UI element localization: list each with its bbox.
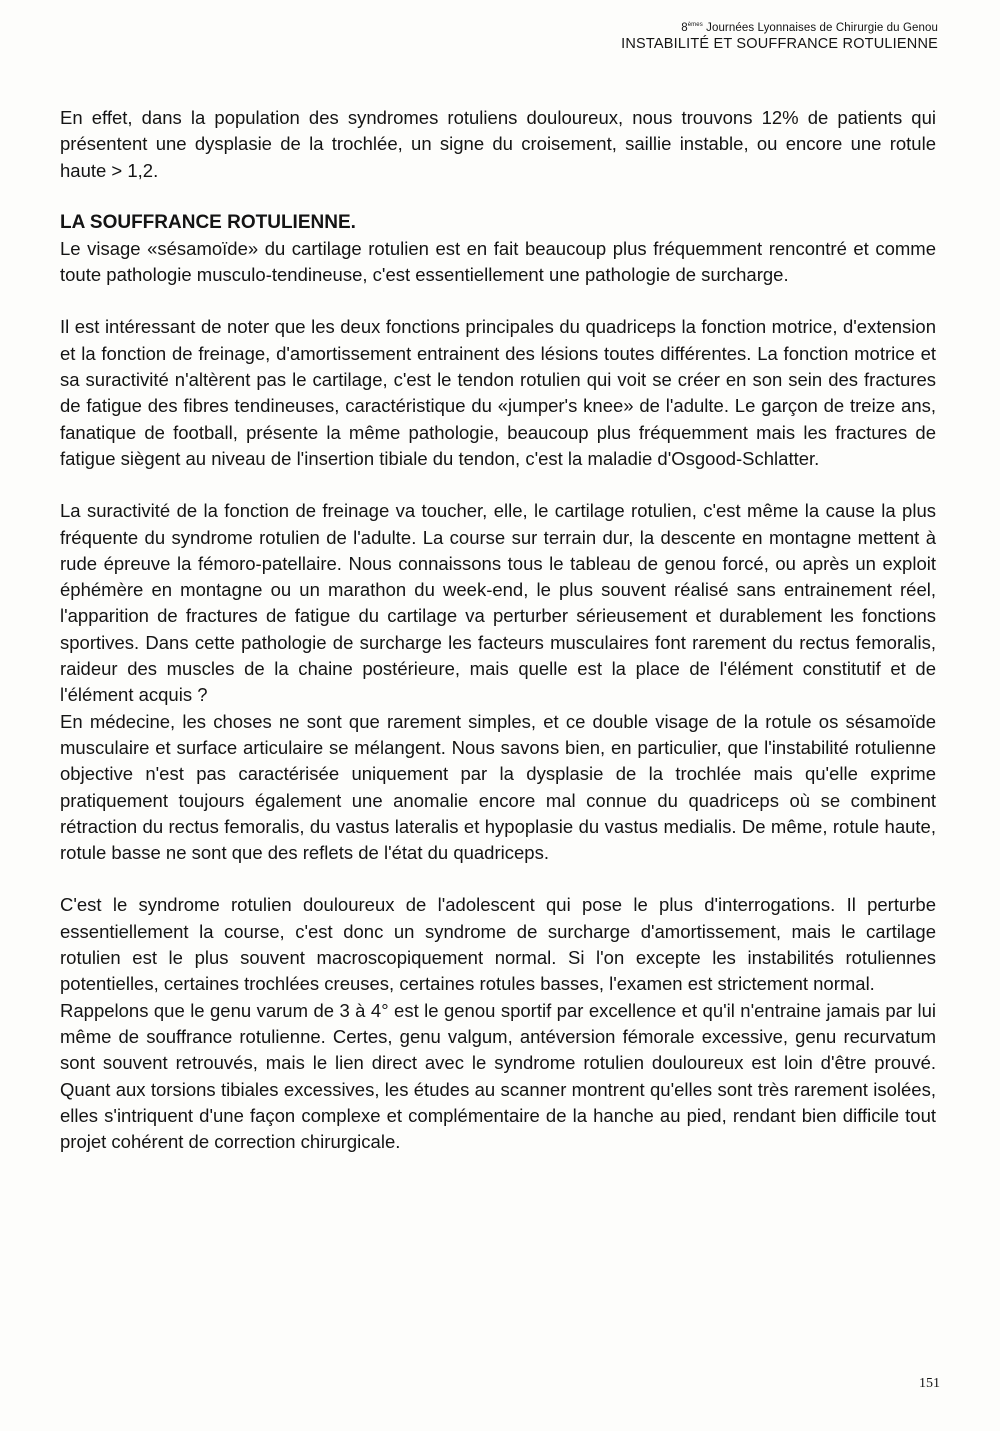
paragraph-spacer [60, 288, 936, 314]
conference-ordinal: 8 [681, 22, 688, 34]
paragraph-5: En médecine, les choses ne sont que rarement simples, et ce double visage de la rotule os sésamoïde musculaire et surface articulaire se mélangent. Nous savons bien, en particulier, que l'instabilité rotulienne objective n'est pas caractérisée uniquement par la dysplasie de la trochlée mais qu'elle exprime pratiquement toujours également une anomalie encore mal connue du quadriceps où se combinent rétraction du rectus femoralis, du vastus lateralis et hypoplasie du vastus medialis. De même, rotule haute, rotule basse ne sont que des reflets de l'état du quadriceps. [60, 710, 936, 864]
paragraph-1: En effet, dans la population des syndromes rotuliens douloureux, nous trouvons 12% de patients qui présentent une dysplasie de la trochlée, un signe du croisement, saillie instable, ou encore une rotule haute > 1,2. [60, 107, 936, 181]
paragraph-7: Rappelons que le genu varum de 3 à 4° est le genou sportif par excellence et qu'il n'entraine jamais par lui même de souffrance rotulienne. Certes, genu valgum, antéversion fémorale excessive, genu recurvatum sont souvent retrouvés, mais le lien direct avec le syndrome rotulien douloureux est loin d'être prouvé. Quant aux torsions tibiales excessives, les études au scanner montrent qu'elles sont très rarement isolées, elles s'intriquent d'une façon complexe et complémentaire de la hanche au pied, rendant bien difficile tout projet cohérent de correction chirurgicale. [60, 999, 936, 1153]
page-number: 151 [919, 1376, 940, 1391]
paragraph-spacer [60, 472, 936, 498]
section-heading: LA SOUFFRANCE ROTULIENNE. [60, 211, 356, 233]
paragraph-2: Le visage «sésamoïde» du cartilage rotulien est en fait beaucoup plus fréquemment rencontré et comme toute pathologie musculo-tendineuse, c'est essentiellement une pathologie de surcharge. [60, 237, 936, 286]
paragraph-4: La suractivité de la fonction de freinage va toucher, elle, le cartilage rotulien, c'est même la cause la plus fréquente du syndrome rotulien de l'adulte. La course sur terrain dur, la descente en montagne mettent à rude épreuve la fémoro-patellaire. Nous connaissons tous le tableau de genou forcé, ou après un exploit éphémère en montagne ou un marathon du week-end, le plus souvent réalisé sans entrainement réel, l'apparition de fractures de fatigue du cartilage va perturber sérieusement et durablement les fonctions sportives. Dans cette pathologie de surcharge les facteurs musculaires font rarement du rectus femoralis, raideur des muscles de la chaine postérieure, mais quelle est la place de l'élément constitutif et de l'élément acquis ? [60, 500, 936, 706]
chapter-title: INSTABILITÉ ET SOUFFRANCE ROTULIENNE [621, 35, 938, 52]
conference-name: Journées Lyonnaises de Chirurgie du Genou [706, 22, 938, 34]
conference-ordinal-suffix: èmes [687, 22, 703, 29]
paragraph-spacer [60, 866, 936, 892]
paragraph-spacer [60, 184, 936, 210]
running-header [621, 22, 938, 53]
body-text [60, 105, 936, 1155]
paragraph-3: Il est intéressant de noter que les deux fonctions principales du quadriceps la fonction motrice, d'extension et la fonction de freinage, d'amortissement entrainent des lésions toutes différentes. La fonction motrice et sa suractivité n'altèrent pas le cartilage, c'est le tendon rotulien qui voit se créer en son sein des fractures de fatigue des fibres tendineuses, caractéristique du «jumper's knee» de l'adulte. Le garçon de treize ans, fanatique de football, présente la même pathologie, beaucoup plus fréquemment mais les fractures de fatigue siègent au niveau de l'insertion tibiale du tendon, c'est la maladie d'Osgood-Schlatter. [60, 316, 936, 469]
paragraph-6: C'est le syndrome rotulien douloureux de l'adolescent qui pose le plus d'interrogations. Il perturbe essentiellement la course, c'est donc un syndrome de surcharge d'amortissement, mais le cartilage rotulien est le plus souvent macroscopiquement normal. Si l'on excepte les instabilités rotuliennes potentielles, certaines trochlées creuses, certaines rotules basses, l'examen est strictement normal. [60, 894, 936, 995]
conference-line [621, 22, 938, 36]
